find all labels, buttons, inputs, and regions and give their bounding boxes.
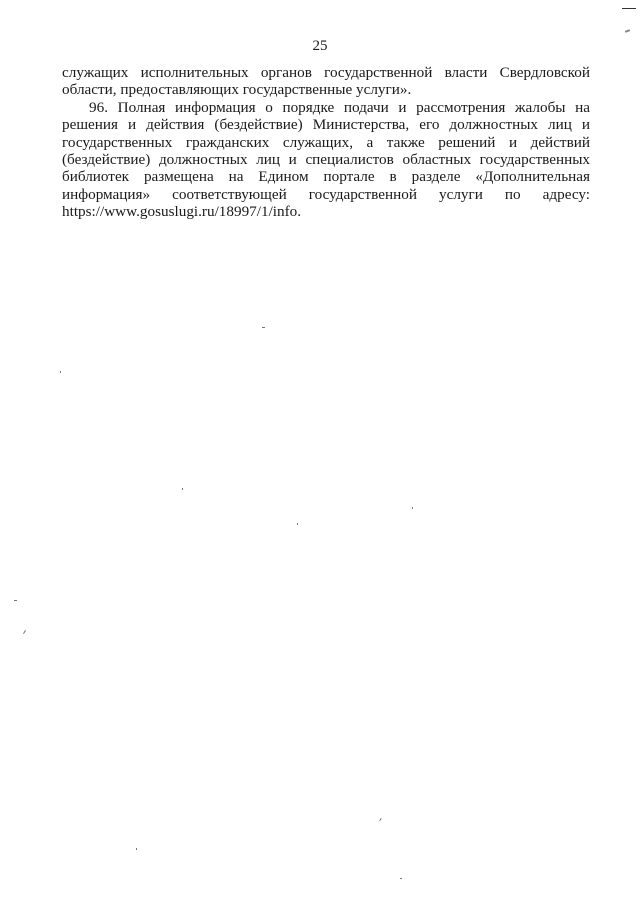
paragraph-96: 96. Полная информация о порядке подачи и рассмотрения жалобы на решения и действия (бездействие) Министерства, его должностных лиц и государственных гражданских служащих, а также решений и действий (бездействие) должностных лиц и специалистов областных государственных библиотек размещена на Едином портале в разделе «Дополнительная информация» соответствующей государственной услуги по адресу: https://www.gosuslugi.ru/18997/1/info. (62, 98, 590, 221)
scan-speck (14, 600, 17, 601)
scan-speck (136, 848, 137, 850)
scan-edge-line (622, 8, 636, 9)
scan-speck (412, 507, 413, 509)
scan-edge-tick (625, 29, 630, 33)
scan-speck (379, 818, 382, 821)
document-body (62, 64, 590, 221)
scan-speck (400, 878, 402, 879)
scan-speck (23, 630, 26, 634)
scan-speck (182, 488, 183, 490)
page-number: 25 (312, 38, 328, 54)
paragraph-continuation: служащих исполнительных органов государственной власти Свердловской области, предоставляющих государственные услуги». (62, 64, 590, 99)
scan-speck (262, 327, 265, 328)
scan-speck (60, 371, 61, 373)
scan-speck (297, 523, 298, 525)
